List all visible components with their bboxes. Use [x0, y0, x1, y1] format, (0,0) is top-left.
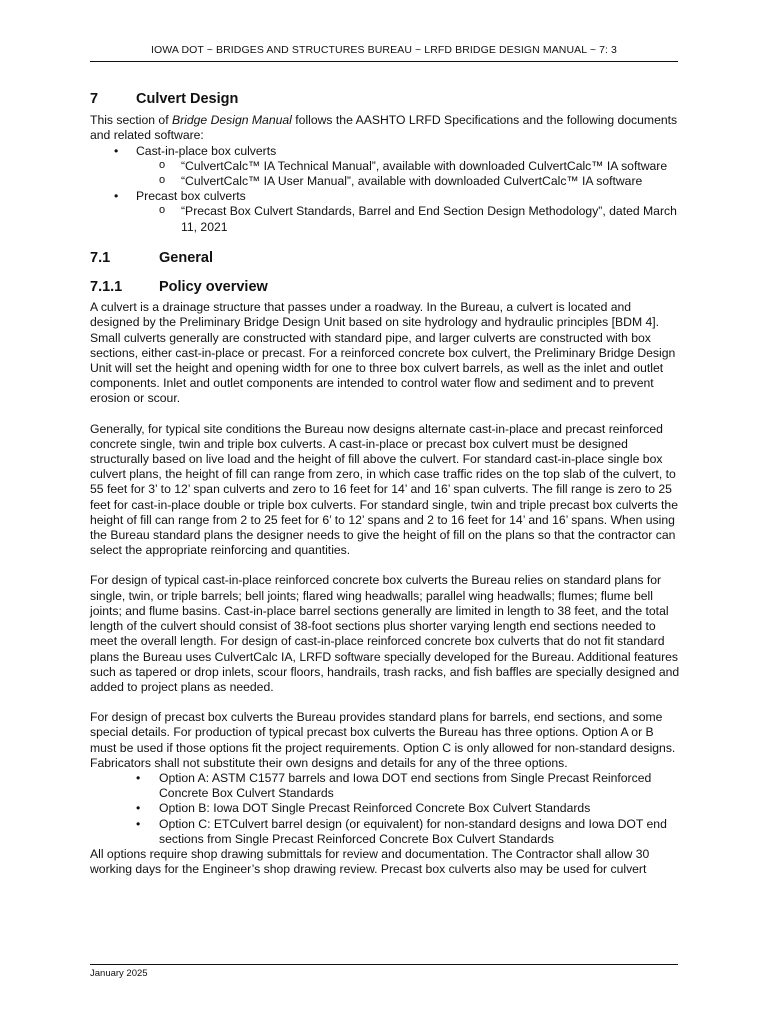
paragraph: A culvert is a drainage structure that passes under a roadway. In the Bureau, a culvert is located and designed by the Preliminary Bridge Design Unit based on site hydrology and hydraulic principles [BDM 4]. Small culverts generally are constructed with standard pipe, and larger culverts are constructed with box sections, either cast-in-place or precast. For a reinforced concrete box culvert, the Preliminary Bridge Design Unit will set the height and opening width for one to three box culvert barrels, as well as the inlet and outlet components. Inlet and outlet components are intended to control water flow and sediment and to prevent erosion or scour. [90, 300, 676, 406]
page-footer [90, 964, 678, 979]
list-item-label: Cast-in-place box culverts [136, 143, 277, 158]
option-c: • Option C: ETCulvert barrel design (or equivalent) for non-standard designs and Iowa DOT end sections from Single Precast Reinforced Concrete Box Culvert Standards [136, 817, 680, 847]
option-b: • Option B: Iowa DOT Single Precast Reinforced Concrete Box Culvert Standards [136, 801, 680, 816]
section-number: 7.1 [90, 249, 111, 266]
sub-list-item: o “CulvertCalc™ IA Technical Manual”, available with downloaded CulvertCalc™ IA software [136, 159, 680, 174]
paragraph: All options require shop drawing submittals for review and documentation. The Contractor shall allow 30 working days for the Engineer’s shop drawing review. Precast box culverts also may be used for culvert [90, 846, 650, 877]
paragraph: Generally, for typical site conditions the Bureau now designs alternate cast-in-place and precast reinforced concrete single, twin and triple box culverts. A cast-in-place or precast box culvert must be designed structurally based on live load and the height of fill above the culvert. For standard cast-in-place single box culvert plans, the height of fill can range from zero, in which case traffic rides on the top slab of the culvert, to 55 feet for 3’ to 12’ span culverts and zero to 16 feet for 14’ and 16’ span culverts. The fill range is zero to 25 feet for cast-in-place double or triple box culverts. For standard single, twin and triple precast box culverts the height of fill can range from 2 to 25 feet for 6’ to 12’ spans and 2 to 16 feet for 14’ and 16’ spans. When using the Bureau standard plans the designer needs to give the height of fill on the plans so that the contractor can select the appropriate reinforcing and quantities. [90, 421, 678, 558]
section-number: 7.1.1 [90, 279, 123, 296]
running-header: IOWA DOT ~ BRIDGES AND STRUCTURES BUREAU ~ LRFD BRIDGE DESIGN MANUAL ~ 7: 3 [90, 44, 678, 62]
section-7-1-1-heading [90, 280, 680, 295]
list-item-label: Precast box culverts [136, 189, 246, 204]
sub-list-item: o “Precast Box Culvert Standards, Barrel and End Section Design Methodology”, dated March 11, 2021 [136, 204, 680, 234]
sub-list-item: o “CulvertCalc™ IA User Manual”, available with downloaded CulvertCalc™ IA software [136, 174, 680, 189]
section-title: Policy overview [159, 279, 268, 296]
options-list [136, 771, 680, 847]
section-title: General [159, 249, 213, 266]
list-item [90, 189, 680, 235]
list-item [90, 144, 680, 190]
footer-date: January 2025 [90, 968, 148, 979]
intro-text: This section of [90, 113, 172, 128]
reference-list [90, 144, 680, 235]
manual-title: Bridge Design Manual [171, 113, 292, 128]
paragraph: For design of precast box culverts the Bureau provides standard plans for barrels, end sections, and some special details. For production of typical precast box culverts the Bureau has three options. Option A or B must be used if those options fit the project requirements. Option C is only allowed for non-standard designs. Fabricators shall not substitute their own designs and details for any of the three options. [90, 710, 676, 770]
paragraph: For design of typical cast-in-place reinforced concrete box culverts the Bureau relies on standard plans for single, twin, or triple barrels; bell joints; flared wing headwalls; parallel wing headwalls; flumes; flume bell joints; and flume basins. Cast-in-place barrel sections generally are limited in length to 38 feet, and the total length of the culvert should consist of 38-foot sections plus shorter varying length end sections needed to meet the overall length. For design of cast-in-place reinforced concrete box culverts that do not fit standard plans the Bureau uses CulvertCalc IA, LRFD software specially developed for the Bureau. Additional features such as tapered or drop inlets, scour floors, handrails, trash racks, and fish baffles are specially designed and added to project plans as needed. [90, 573, 680, 694]
section-title: Culvert Design [136, 91, 239, 107]
sub-list [136, 159, 680, 189]
page-body [90, 92, 680, 877]
section-7-1-heading [90, 251, 680, 266]
section-number: 7 [90, 91, 99, 107]
intro-paragraph [90, 113, 680, 143]
intro-text-cont: follows the AASHTO LRFD Specifications and the following documents and related software: [90, 113, 678, 143]
sub-list [136, 204, 680, 234]
option-a: • Option A: ASTM C1577 barrels and Iowa DOT end sections from Single Precast Reinforced Concrete Box Culvert Standards [136, 771, 680, 801]
section-7-heading [90, 92, 680, 107]
